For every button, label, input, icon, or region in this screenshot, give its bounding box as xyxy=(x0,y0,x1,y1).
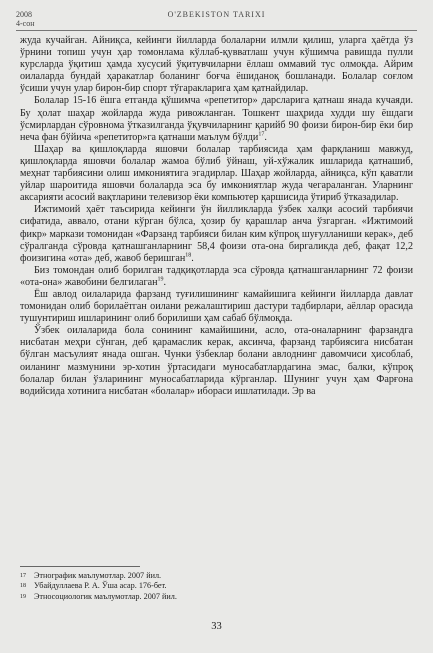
running-header xyxy=(16,8,417,32)
paragraph: Ижтимоий ҳаёт таъсирида кейинги ўн йилликларда ўзбек халқи асосий тарбиячи сифатида, аввало, отани кўрган бўлса, ҳозир бу қарашлар анча ўзгарган. «Ижтимоий фикр» маркази томонидан «Фарзанд тарбияси билан ким кўпроқ шуғулланиши керак», деб сўралганда сўровда қатнашганларнинг 58,4 фоизи ота-она биргаликда деб, фақат 12,2 фоизигина «ота» деб, жавоб беришган$^{18}$. xyxy=(20,204,413,264)
footnote-mark: 19 xyxy=(157,276,164,283)
footnote xyxy=(20,571,413,581)
footnote-number: 19 xyxy=(20,593,26,600)
footnote-number: 17 xyxy=(20,573,26,579)
footnote xyxy=(20,581,413,591)
header-issue: 4-сон xyxy=(16,19,35,28)
footnote-text: Этносоциологик маълумотлар. 2007 йил. xyxy=(34,591,177,601)
paragraph: жуда кучайган. Айниқса, кейинги йилларда болаларни илмли қилиш, уларга ҳаётда ўз ўрнини топиш учун ҳар томонлама кўллаб-қувватлаш учун кўшимча равишда пулли курсларда ўқитиш ҳамда хусусий ўқитувчиларни ёллаш оммавий тус олмоқда. Айрим оилаларда бундай ҳаракатлар боланинг боғча ёшиданоқ бошланади. Болалар соғлом ўсиши учун улар бирон-бир спорт тўгаракларига ҳам қатнайдилар. xyxy=(20,35,413,95)
paragraph: Болалар 15-16 ёшга етганда қўшимча «репетитор» дарсларига қатнаш янада кучаяди. Бу ҳолат шаҳар жойларда жуда ривожланган. Тошкент шаҳрида худди шу ёшдаги ўсмирлардан сўровнома ўтказилганда ўқувчиларнинг қарийб 90 фоизи бирон-бир ёки бир неча фан бўйича «репетитор»га қатнаши маълум бўлди$^{17}$. xyxy=(20,95,413,143)
paragraph: Биз томондан олиб борилган тадқиқотларда эса сўровда қатнашганларнинг 72 фоизи «ота-она» жавобини белгилаган$^{19}$. xyxy=(20,264,413,288)
footnote-mark: 17 xyxy=(258,131,265,138)
paragraph: Ёш авлод оилаларида фарзанд туғилишининг камайишига кейинги йилларда давлат томонидан олиб борилаётган оилани режалаштириш дастури тадбирлари, аёллар орасида тушунтириш ишларининг олиб борилиши ҳам сабаб бўлмоқда. xyxy=(20,288,413,325)
footnote-number: 18 xyxy=(20,583,26,590)
paragraph: Ўзбек оилаларида бола сонининг камайишини, аслo, ота-оналарнинг фарзандга нисбатан меҳри сўнган, деб қарамаслик керак, аксинча, фарзанд тарбиясига нисбатан бўлган масъулият янада ошган. Чунки ўзбеклар болани авлоднинг давомчиси ҳисоблаб, оиланинг мазмунини эр-хотин ўртасидаги муносабатлардагина эмас, балки, кўпроқ болалар билан ўзларининг муносабатларида кўрганлар. Шунинг учун ҳам Фарғона водийсида хотинига нисбатан «болалар» ибораси ишлатилади. Эр ва xyxy=(20,325,413,397)
footnotes xyxy=(20,571,413,602)
footnote xyxy=(20,592,413,602)
header-rule xyxy=(16,30,417,31)
paragraph: Шаҳар ва қишлоқларда яшовчи болалар тарбиясида ҳам фарқланиш мавжуд, қишлоқларда яшовчи болалар жамоа бўлиб ўйнаш, уй-хўжалик ишларида қатнашиб, меҳнат тарбиясини олиш имкониятига эгадирлар. Шаҳар жойларда, айниқса, кўп қаватли уйлар шароитида яшовчи болаларда эса бу имкониятлар жуда чегараланган. Уларнинг аксарияти асосий вақтларини телевизор ёки компьютер қаршисида ўтириб ўтказадилар. xyxy=(20,143,413,204)
footnote-mark: 18 xyxy=(185,252,192,259)
footnote-rule xyxy=(20,566,140,567)
footnote-text: Этнографик маълумотлар. 2007 йил. xyxy=(34,571,162,580)
article-body xyxy=(20,35,413,398)
footnote-text: Убайдуллаева Р. А. Ўша асар. 176-бет. xyxy=(34,581,167,591)
page-number: 33 xyxy=(211,621,222,632)
journal-title: O'ZBEKISTON TARIXI xyxy=(167,10,266,19)
header-year: 2008 xyxy=(16,10,32,19)
